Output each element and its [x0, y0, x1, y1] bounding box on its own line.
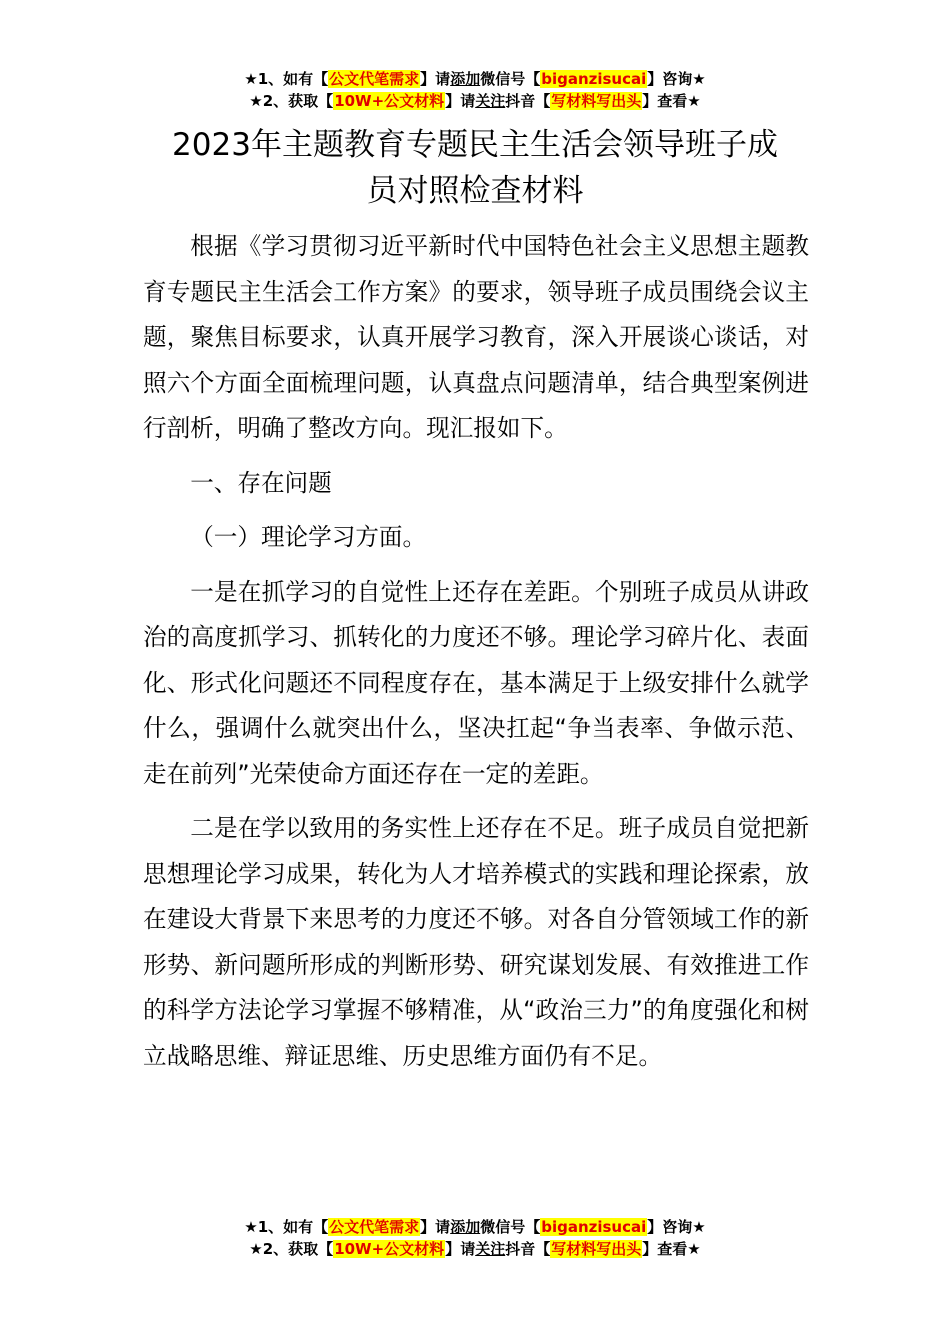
promo-highlight: biganzisucai	[541, 70, 647, 88]
body-paragraph: 二是在学以致用的务实性上还存在不足。班子成员自觉把新思想理论学习成果，转化为人才培养模式的实践和理论探索，放在建设大背景下来思考的力度还不够。对各自分管领域工作的新形势、新问题所形成的判断形势、研究谋划发展、有效推进工作的科学方法论学习掌握不够精准，从“政治三力”的角度强化和树立战略思维、辩证思维、历史思维方面仍有不足。	[143, 814, 809, 1070]
document-body	[143, 224, 809, 1079]
title-line-1: 2023年主题教育专题民主生活会领导班子成	[172, 127, 778, 163]
promo-highlight: 10W+公文材料	[334, 92, 445, 110]
subsection-heading: （一）理论学习方面。	[190, 523, 427, 551]
promo-highlight: 10W+公文材料	[334, 1240, 445, 1258]
document-title	[0, 122, 950, 214]
promo-highlight: 公文代笔需求	[329, 70, 420, 88]
promo-banner-bottom	[0, 1216, 950, 1260]
intro-paragraph: 根据《学习贯彻习近平新时代中国特色社会主义思想主题教育专题民主生活会工作方案》的要求，领导班子成员围绕会议主题，聚焦目标要求，认真开展学习教育，深入开展谈心谈话，对照六个方面全面梳理问题，认真盘点问题清单，结合典型案例进行剖析，明确了整改方向。现汇报如下。	[143, 232, 809, 442]
body-paragraph: 一是在抓学习的自觉性上还存在差距。个别班子成员从讲政治的高度抓学习、抓转化的力度还不够。理论学习碎片化、表面化、形式化问题还不同程度存在，基本满足于上级安排什么就学什么，强调什么就突出什么，坚决扛起“争当表率、争做示范、走在前列”光荣使命方面还存在一定的差距。	[143, 577, 809, 788]
promo-line-1: ★1、如有【公文代笔需求】请添加微信号【biganzisucai】咨询★	[244, 1218, 706, 1236]
promo-highlight: 写材料写出头	[551, 92, 642, 110]
promo-highlight: biganzisucai	[541, 1218, 647, 1236]
promo-line-1: ★1、如有【公文代笔需求】请添加微信号【biganzisucai】咨询★	[244, 70, 706, 88]
promo-banner-top	[0, 68, 950, 112]
promo-highlight: 公文代笔需求	[329, 1218, 420, 1236]
title-line-2: 员对照检查材料	[366, 173, 584, 209]
promo-line-2: ★2、获取【10W+公文材料】请关注抖音【写材料写出头】查看★	[249, 1240, 701, 1258]
section-heading: 一、存在问题	[190, 468, 332, 497]
promo-highlight: 写材料写出头	[551, 1240, 642, 1258]
promo-line-2: ★2、获取【10W+公文材料】请关注抖音【写材料写出头】查看★	[249, 92, 701, 110]
